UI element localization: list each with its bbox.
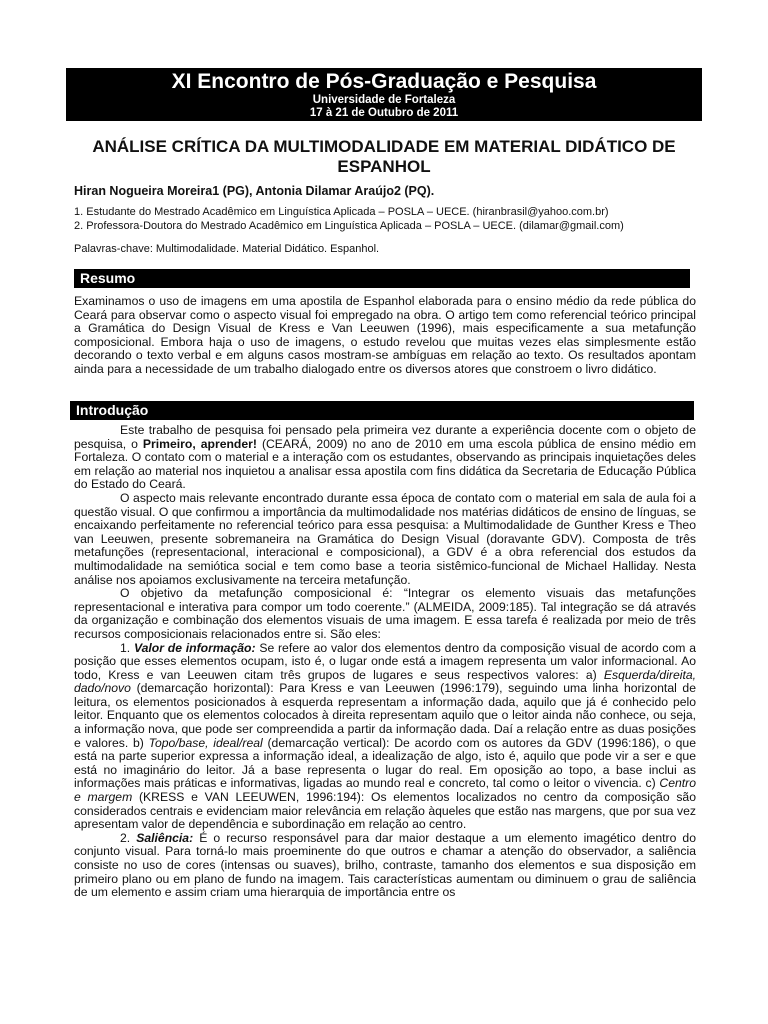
conference-dates: 17 à 21 de Outubro de 2011: [309, 107, 459, 119]
intro-paragraph-2: O aspecto mais relevante encontrado durante essa época de contato com o material em sala de aula foi a questão visual. O que confirmou a importância da multimodalidade nos matérias didáticos de ensino de línguas, se encaixando perfeitamente no referencial teórico para essa pesquisa: a Multimodalidade de Gunther Kress e Theo van Leeuwen, presente sobremaneira na Gramática do Design Visual (doravante GDV). Composta de três metafunções (representacional, interacional e composicional), a GDV é a obra referencial dos estudos da multimodalidade na semiótica social e tem como base a teoria sistêmico-funcional de Michael Halliday. Nesta análise nos apoiamos exclusivamente na terceira metafunção.: [74, 490, 696, 587]
section-heading-resumo: Resumo: [74, 269, 690, 288]
intro-p4-text-d: (KRESS e VAN LEEUWEN, 1996:194): Os elementos localizados no centro da composição são considerados centrais e evidenciam maior relevância em relação àqueles que estão nas margens, que por sua vez apresentam valor de dependência e subordinação em relação ao centro.: [74, 790, 696, 832]
intro-paragraph-5: [74, 832, 696, 900]
intro-paragraph-1: [74, 424, 696, 492]
intro-p4-italic-1: Esquerda/direita, dado/novo: [74, 667, 696, 696]
affiliation-2: 2. Professora-Doutora do Mestrado Acadêmico em Linguística Aplicada – POSLA – UECE. (dilamar@gmail.com): [74, 219, 624, 232]
affiliations: [74, 206, 624, 233]
introducao-body: [74, 424, 696, 900]
paper-title: ANÁLISE CRÍTICA DA MULTIMODALIDADE EM MATERIAL DIDÁTICO DE ESPANHOL: [92, 137, 676, 176]
conference-title: XI Encontro de Pós-Graduação e Pesquisa: [171, 70, 597, 93]
intro-p4-text-b: (demarcação horizontal): Para Kress e van Leeuwen (1996:179), seguindo uma linha horizontal de leitura, os elementos posicionados à esquerda representam a informação dada, aquilo que já é conhecido pelo leitor. Enquanto que os elementos colocados à direita representam aquilo que o leitor ainda não conhece, ou seja, a informação nova, que pode ser compreendida a partir da informação dada. Daí a relação entre as duas posições e valores. b): [74, 681, 696, 750]
intro-p1-book-title: Primeiro, aprender!: [142, 436, 257, 451]
section-heading-introducao: Introdução: [70, 401, 694, 420]
intro-p5-text: É o recurso responsável para dar maior destaque a um elemento imagético dentro do conjunto visual. Para torná-lo mais proeminente do que outros e chamar a atenção do observador, a saliência consiste no uso de cores (intensas ou suaves), brilho, contraste, tamanho dos elementos e sua disposição em primeiro plano ou em plano de fundo na imagem. Tais características aumentam ou diminuem o grau de saliência de um elemento e assim criam uma hierarquia de importância entre os: [74, 830, 696, 900]
keywords: Palavras-chave: Multimodalidade. Material Didático. Espanhol.: [74, 243, 380, 255]
intro-p1-text-cont: (CEARÁ, 2009) no ano de 2010 em uma escola pública de ensino médio em Fortaleza. O contato com o material e a interação com os estudantes, observando as principais inquietações deles em relação ao material nos inquietou a analisar essa apostila com fins didática da Secretaria de Educação Pública do Estado do Ceará.: [74, 436, 696, 492]
item-label-valor: Valor de informação:: [133, 640, 256, 655]
intro-p4-text-a: Se refere ao valor dos elementos dentro da composição visual de acordo com a posição que esses elementos ocupam, isto é, o lugar onde está a imagem representa um valor informacional. Ao todo, Kress e van Leeuwen citam três grupos de lugares e seus respectivos valores: a): [74, 640, 696, 682]
intro-paragraph-4: [74, 642, 696, 832]
resumo-paragraph: Examinamos o uso de imagens em uma apostila de Espanhol elaborada para o ensino médio da rede pública do Ceará para observar como o aspecto visual foi empregado na obra. O artigo tem como referencial teórico principal a Gramática do Design Visual de Kress e Van Leeuwen (1996), mais especificamente a sua metafunção composicional. Embora haja o uso de imagens, o estudo revelou que muitas vezes elas simplesmente estão decorando o texto verbal e em alguns casos mostram-se ambíguas em relação ao texto. Os resultados apontam ainda para a necessidade de um trabalho dialogado entre os diversos atores que constroem o livro didático.: [74, 294, 696, 376]
affiliation-1: 1. Estudante do Mestrado Acadêmico em Linguística Aplicada – POSLA – UECE. (hiranbrasil@yahoo.com.br): [74, 206, 609, 218]
university-name: Universidade de Fortaleza: [312, 94, 456, 106]
intro-p1-text: Este trabalho de pesquisa foi pensado pela primeira vez durante a experiência docente com o objeto de pesquisa, o: [74, 423, 696, 451]
conference-banner: [66, 68, 702, 121]
resumo-body: [74, 295, 696, 377]
intro-p4-text-c: (demarcação vertical): De acordo com os autores da GDV (1996:186), o que está na parte superior expressa a informação ideal, a idealização de algo, isto é, aquilo que pode vir a ser e que está no imaginário do leitor. Já a base representa o lugar do real. Em oposição ao topo, a base inclui as informações mais práticas e informativas, ligadas ao mundo real e concreto, tal como o leitor o vivencia. c): [74, 735, 696, 791]
item-label-saliencia: Saliência:: [136, 830, 194, 845]
paper-authors: Hiran Nogueira Moreira1 (PG), Antonia Dilamar Araújo2 (PQ).: [74, 184, 435, 198]
item-number-1: 1.: [120, 640, 134, 655]
intro-paragraph-3: O objetivo da metafunção composicional é: “Integrar os elemento visuais das metafunções representacional e interativa para compor um todo coerente.” (ALMEIDA, 2009:185). Tal integração se dá através da organização e combinação dos elementos visuais de uma imagem. E essa tarefa é realizada por meio de três recursos composicionais relacionados entre si. São eles:: [74, 586, 696, 641]
intro-p4-italic-2: Topo/base, ideal/real: [148, 735, 263, 750]
intro-p4-italic-3: Centro e margem: [74, 776, 696, 805]
item-number-2: 2.: [120, 830, 137, 845]
